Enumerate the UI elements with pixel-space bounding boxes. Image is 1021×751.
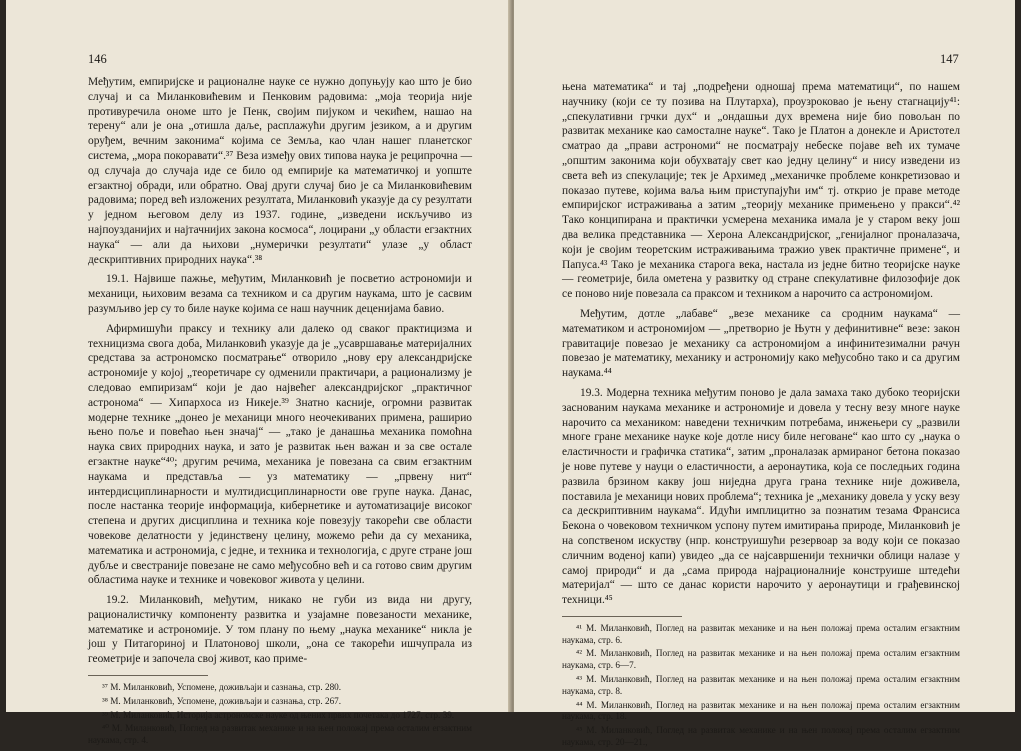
- footnote-rule: [562, 616, 682, 617]
- footnote-rule: [88, 675, 208, 676]
- page-number-right: 147: [940, 52, 959, 66]
- page-number-left: 146: [88, 52, 107, 66]
- left-page: [6, 0, 513, 746]
- footnote: ⁴⁵ М. Миланковић, Поглед на развитак механике и на њен положај према осталим егзактним наукама, стр. 20—21.,: [562, 725, 960, 748]
- left-page-body: [88, 75, 472, 749]
- paragraph: Међутим, емпиријске и рационалне науке се нужно допуњују као што је био случај и са Миланковићевим и Пенковим радовима: „моја теорија није противуречила ономе што је Пенк, својим пијуком и чекићем, нашао на терену“ али је она „отишла даље, расплажући другим језиком, а и другим оруђем, вечним законима“ којима се Земља, као члан нашег планетског система, „мора покоравати“.³⁷ Веза између ових типова наука је реципрочна — од случаја до случаја иде се било од емпирије ка математичкој и уопште егзактној обради, или обратно. Овај други случај био је са Миланковићевим радовима; поред већ изложених резултата, Миланковић указује да су резултати у једном његовом делу из 1937. године, „изведени искључиво из најпоузданијих и најтачнијих закона космоса“, лоцирани „у области егзактних наука“ — али да њихови „нумерички резултати“ улазе „у област дескриптивних природних наука“.³⁸: [88, 76, 472, 266]
- footnote: ⁴⁰ М. Миланковић, Поглед на развитак механике и на њен положај према осталим егзактним наукама, стр. 4.: [88, 723, 472, 746]
- paragraph: Афирмишући праксу и технику али далеко од сваког практицизма и техницизма свога доба, Миланковић указује да је „усавршавање материјалних средстава за астрономско посматрање“ отворило „нову еру александријске астрономије у којој „теоретичаре су одменили практичари, а рационализму је следовао емпиризам“ који је дао највећег александријског „практичног астронома“ — Хипархоса из Никеје.³⁹ Знатно касније, огромни развитак модерне технике „донео је механици много неочекиваних примена, раширио њено поље и повећао њен значај“ — „тако је данашња механика помоћна наука свих природних наука, и зато је развитак њен важан и за све остале егзактне науке“⁴⁰; другим речима, механика је повезана са свим егзактним наукама и представља — уз математику — „првену нит“ интердисциплинарности и мултидисциплинарности ове групе наука. Данас, после настанка теорије информација, кибернетике и аутоматизације високог степена и других дисциплина и техника које повезују такорећи све области човекове делатности у јединствену целину, можемо рећи да су механика, математика и астрономија, с једне, и техника и технологија, с друге стране још дубље и свестраније повезане не само међусобно већ и са готово свим другим областима науке и технике и човековог живота у целини.: [88, 322, 472, 587]
- right-page-body: [562, 80, 960, 751]
- footnote: ³⁸ М. Миланковић, Успомене, доживљаји и сазнања, стр. 267.: [102, 695, 342, 706]
- paragraph: Међутим, дотле „лабаве“ „везе механике са сродним наукама“ — математиком и астрономијом — „претворио је Њутн у дефинитивне“ везе: закон гравитације повезао је механику са астрономијом а инфинитезимални рачун повезао је математику, механику и астрономију како међусобно тако и са другим наукама.⁴⁴: [562, 307, 960, 380]
- paragraph: њена математика“ и тај „подређени однoшај према математици“, по нашем научнику (који се ту позива на Плутарха), проузроковао је њену стагнацију⁴¹: „спекулативни грчки дух“ и „ондашњи дух времена није био повољан по развитак механике као самосталне науке“. Тако је Платон а донекле и Аристотел сматрао да „прави астрономи“ не посматрају небеске појаве већ их тумаче „општим законима који обухватају свет као једну целину“ и нису изведени из света већ из спекулације; тек је Архимед „механичке проблеме конкретизовао и показао путеве, којима ваља њим приступајући им“ тј. открио је праве методе емпиријског истраживања а затим „теорију механике примењено у пракси“.⁴² Тако конципирана и практички усмерена механика имала је у старом веку још два велика представника — Херона Александријског, „генијалног проналазача, који је својим теоретским истраживањима тражио увек практичне примене“, и Папуса.⁴³ Тако је механика старога века, настала из једне битно теоријске науке — геометрије, била ометена у развитку од стране спекулативне филозофије док се поново није повезала са праксом и техником а нарочито са астрономијом.: [562, 81, 960, 301]
- footnote: ⁴⁴ М. Миланковић, Поглед на развитак механике и на њен положај према осталим егзактним наукама, стр. 18.: [562, 699, 960, 722]
- footnote: ³⁷ М. Миланковић, Успомене, доживљаји и сазнања, стр. 280.: [102, 682, 342, 693]
- right-page: [514, 0, 1015, 748]
- footnote: ⁴² М. Миланковић, Поглед на развитак механике и на њен положај према осталим егзактним наукама, стр. 6—7.: [562, 648, 960, 671]
- footnote: ⁴¹ М. Миланковић, Поглед на развитак механике и на њен положај према осталим егзактним наукама, стр. 6.: [562, 622, 960, 645]
- paragraph: 19.3. Модерна техника међутим поново је дала замаха тако дубоко теоријски заснованим наукама механике и астрономије и довела у тесну везу многе науке нарочито са механиком: наведени техничким потребама, инжењери су „развили многе гране механике науке које дотле нису биле неговане“ као што су „наука о еластичности и графичка статика“, затим „проналазак армираног бетона показао је нове путеве у науци о еластичности, а аеронаутика, која се последњих година развила брзином какву још ниједна друга грана технике није доживела, поставила је механици нових проблема“; техника је „механику довела у уску везу са дескриптивним наукама“. Идући имплицитно за познатим тезама Франсиса Бекона о човековом техничком успону путем имитирања природе, Миланковић је на сопственом искуству (нпр. конструишући резервоар за воду који се показао сличним воденој капи) увидео „да се најсавршенији технички облици налазе у самој природи“ и да „сама природа најрационалније конструише штедећи материјал“ — што се данас користи нарочито у аеронаутици и грађевинској техници.⁴⁵: [562, 386, 960, 607]
- paragraph: 19.2. Миланковић, међутим, никако не губи из вида ни другу, рационалистичку компоненту развитка и узајамне повезаности механике, математике и астрономије. У том плану по њему „наука механике“ никла је још у Питагориној и Платоновој школи, „она се такорећи ишчупрала из геометрије и започела свој живот, као приме-: [88, 594, 472, 666]
- footnote: ³⁹ М. Миланковић, Историја астрономске науке од њених првих почетака до 1727, стр. 39.: [102, 709, 455, 720]
- paragraph: 19.1. Највише пажње, међутим, Миланковић је посветио астрономији и механици, њиховим везама са техником и са другим наукама, што је сасвим разумљиво јер су то биле науке којима се наш научник деценијама бавио.: [88, 273, 472, 315]
- footnote: ⁴³ М. Миланковић, Поглед на развитак механике и на њен положај према осталим егзактним наукама, стр. 8.: [562, 674, 960, 696]
